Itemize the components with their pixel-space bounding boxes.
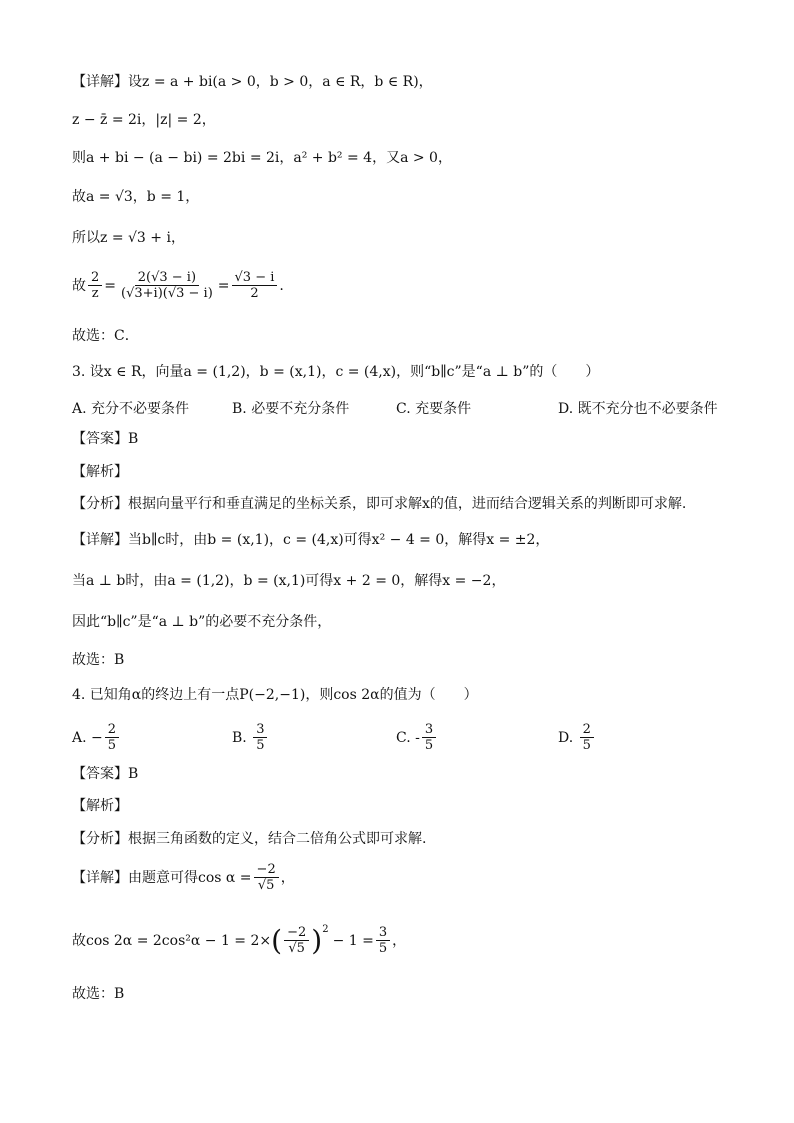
fraction-num: √3 − i — [232, 270, 278, 286]
fraction — [253, 722, 267, 753]
sol2-line-6: 故 $\frac{2}{z}$ = $\frac{2(√3 - i)}{(√3+i)(√3 - i)}$ = $\frac{√3 - i}{2}$ . — [72, 270, 284, 301]
fraction — [105, 722, 119, 753]
q4-stem: 4. 已知角α的终边上有一点P(−2,−1)，则cos 2α的值为（ ） — [72, 687, 478, 703]
q3-detail-1 — [72, 530, 549, 550]
answer-value: B — [128, 431, 139, 447]
fraction-den: √5 — [257, 878, 275, 893]
option-sign: - — [415, 729, 420, 746]
sol2-line-4: 故a = √3，b = 1， — [72, 189, 200, 205]
fraction — [422, 722, 436, 753]
fraction-num: −2 — [284, 925, 309, 941]
fraction-den: 5 — [424, 738, 434, 753]
fraction-num: 2(√3 − i) — [135, 270, 199, 286]
detail-text: 由题意可得cos α = — [128, 869, 252, 886]
sol2-l6-pre: 故 — [72, 277, 86, 294]
fraction-den: √5 — [288, 941, 305, 956]
option-sign: − — [91, 729, 103, 746]
fraction-den: 5 — [256, 738, 265, 753]
q3-detail-2: 当a ⊥ b时，由a = (1,2)，b = (x,1)可得x + 2 = 0，解得x = −2， — [72, 573, 506, 589]
q3-analysis-tag: 【解析】 — [72, 464, 128, 480]
fraction — [118, 270, 216, 301]
q3-answer — [72, 429, 138, 449]
fenxi-tag: 【分析】 — [72, 496, 128, 512]
fraction-num: 2 — [105, 722, 119, 738]
option-label: C. — [396, 729, 411, 746]
q3-option-d: D. 既不充分也不必要条件 — [558, 401, 718, 417]
q4-option-a — [72, 722, 121, 753]
q3-option-b: B. 必要不充分条件 — [232, 401, 350, 417]
fenxi-text: 根据向量平行和垂直满足的坐标关系，即可求解x的值，进而结合逻辑关系的判断即可求解. — [128, 496, 687, 512]
q4-answer — [72, 764, 138, 784]
q4-fenxi — [72, 829, 426, 849]
fenxi-text: 根据三角函数的定义，结合二倍角公式即可求解. — [128, 831, 427, 847]
detail-post: ， — [392, 932, 407, 949]
answer-value: B — [128, 766, 139, 782]
q4-option-b — [232, 722, 269, 753]
q3-stem: 3. 设x ∈ R，向量a = (1,2)，b = (x,1)，c = (4,x)，则“b∥c”是“a ⊥ b”的（ ） — [72, 364, 600, 380]
fraction-num: 2 — [88, 270, 102, 286]
sol2-line-2: z − z̄ = 2i，|z| = 2， — [72, 112, 216, 128]
fraction-den: z — [91, 286, 99, 301]
fraction — [254, 862, 279, 893]
fraction-den: 2 — [250, 286, 259, 301]
fraction — [88, 270, 102, 301]
detail-tag: 【详解】 — [72, 74, 128, 90]
answer-tag: 【答案】 — [72, 766, 128, 782]
fraction-den: 5 — [378, 941, 388, 956]
fraction-num: 2 — [580, 722, 594, 738]
fenxi-tag: 【分析】 — [72, 831, 128, 847]
q3-detail-3: 因此“b∥c”是“a ⊥ b”的必要不充分条件， — [72, 614, 332, 630]
answer-tag: 【答案】 — [72, 431, 128, 447]
exponent: 2 — [322, 924, 329, 935]
detail-text: 故cos 2α = 2cos²α − 1 = 2× — [72, 932, 272, 949]
q4-option-c — [396, 722, 438, 753]
sol2-line-3: 则a + bi − (a − bi) = 2bi = 2i，a² + b² = 4，又a > 0， — [72, 150, 452, 166]
fraction — [232, 270, 278, 301]
fraction-num: 3 — [253, 722, 267, 738]
q4-analysis-tag: 【解析】 — [72, 798, 128, 814]
fraction-den: 5 — [107, 738, 117, 753]
detail-tag: 【详解】 — [72, 869, 128, 886]
fraction-num: −2 — [254, 862, 279, 878]
fraction — [284, 925, 309, 956]
sol2-line-5: 所以z = √3 + i， — [72, 230, 185, 246]
sol2-choice: 故选：C． — [72, 328, 139, 344]
option-label: A. — [72, 729, 87, 746]
fraction-num: 3 — [422, 722, 436, 738]
detail-post: ， — [280, 869, 295, 886]
q4-detail-1 — [72, 862, 295, 893]
detail-tag: 【详解】 — [72, 532, 128, 548]
detail-text: 当b∥c时，由b = (x,1)，c = (4,x)可得x² − 4 = 0，解得x = ±2， — [128, 532, 550, 548]
sol2-text-1: 设z = a + bi(a > 0，b > 0，a ∈ R，b ∈ R)， — [128, 74, 433, 90]
q4-option-d — [558, 722, 596, 753]
fraction-den: (√3+i)(√3 − i) — [121, 286, 213, 301]
detail-mid: − 1 = — [332, 932, 374, 949]
q3-option-a: A. 充分不必要条件 — [72, 401, 190, 417]
q4-detail-2: 故cos 2α = 2cos²α − 1 = 2× ( $\frac{-2}{√5}$ ) 2 − 1 = $\frac{3}{5}$ ， — [72, 925, 406, 956]
fraction — [580, 722, 594, 753]
sol2-detail-line-1 — [72, 72, 433, 92]
q3-fenxi — [72, 494, 686, 514]
fraction — [376, 925, 390, 956]
option-label: B. — [232, 729, 247, 746]
fraction-num: 3 — [376, 925, 390, 941]
q4-choice: 故选：B — [72, 986, 125, 1002]
q3-choice: 故选：B — [72, 652, 125, 668]
fraction-den: 5 — [582, 738, 591, 753]
q3-option-c: C. 充要条件 — [396, 401, 472, 417]
option-label: D. — [558, 729, 574, 746]
